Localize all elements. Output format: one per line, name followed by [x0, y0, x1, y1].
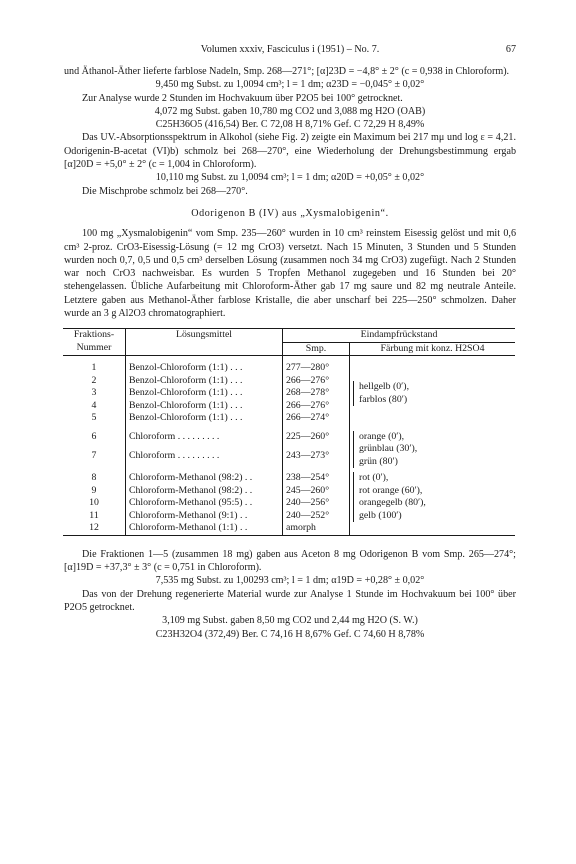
color-text: gelb (100′) [359, 509, 402, 521]
melting-point-cell: 277—280° [283, 362, 350, 375]
rotation-measurement: 9,450 mg Subst. zu 1,0094 cm³; l = 1 dm; α23D = −0,045° ± 0,02° [155, 79, 425, 91]
fraction-number: 6 [91, 430, 97, 442]
journal-header-title: Volumen xxxiv, Fasciculus i (1951) – No. 7. [200, 44, 380, 55]
paragraph: Die Mischprobe schmolz bei 268—270°. [82, 185, 248, 197]
formula-line: C25H36O5 (416,54) Ber. C 72,08 H 8,71% Gef. C 72,29 H 8,49% [155, 119, 425, 131]
analysis-line: 4,072 mg Subst. gaben 10,780 mg CO2 und 3,088 mg H2O (OAB) [154, 105, 426, 117]
paragraph: 100 mg „Xysmalobigenin“ vom Smp. 235—260° wurden in 10 cm³ reinstem Eisessig gelöst und mit 0,6 cm³ 2-proz. CrO3-Eisessig-Lösung (= 12 mg CrO3) versetzt. Nach 15 Minuten, 3 Stunden und 5 Stunden wurden noch 0,7, 0,5 und 0,5 cm³ derselben Lösung (zusammen noch 34 mg CrO3) zugefügt. Nach 2 Stunden war noch CrO3 nachweisbar. Es wurden 5 Tropfen Methanol zugegeben und 16 Stunden bei 20° stehengelassen. Übliche Aufarbeitung mit Chloroform-Äther gab 17 mg saure und 82 mg neutrale Anteile. Letztere gaben aus Methanol-Äther farblose Kristalle, die aber unscharf bei 225—250° schmolzen. Daher wurde an 3 g Al2O3 chromatographiert. [64, 228, 516, 320]
solvent-cell: Benzol-Chloroform (1:1) . . . [126, 375, 283, 388]
table-row [63, 472, 515, 485]
color-text: orangegelb (80′), [359, 497, 426, 509]
color-text: farblos (80′) [359, 393, 408, 405]
fraction-number: 12 [63, 522, 126, 535]
fraction-number: 7 [91, 449, 97, 461]
formula-line: C23H32O4 (372,49) Ber. C 74,16 H 8,67% Gef. C 74,60 H 8,78% [155, 628, 425, 640]
color-text: grünblau (30′), [359, 443, 418, 455]
fraction-number: 10 [89, 497, 99, 509]
melting-point-cell: amorph [283, 522, 350, 535]
color-group [353, 472, 512, 522]
color-group [353, 431, 512, 469]
melting-point-cell: 266—276° [283, 375, 350, 388]
solvent-cell: Chloroform . . . . . . . . . [126, 450, 283, 469]
melting-point-cell: 238—254° [283, 472, 350, 485]
melting-point-cell: 245—260° [283, 485, 350, 498]
rotation-measurement: 10,110 mg Subst. zu 1,0094 cm³; l = 1 dm; α20D = +0,05° ± 0,02° [155, 172, 425, 184]
fraction-number: 3 [91, 387, 97, 399]
column-header-residue: Eindampfrückstand [283, 329, 516, 343]
color-text: orange (0′), [359, 430, 405, 442]
melting-point-cell: 240—252° [283, 510, 350, 523]
color-group [353, 381, 512, 406]
color-text: rot orange (60′), [359, 484, 423, 496]
solvent-cell: Chloroform-Methanol (98:2) . . [126, 485, 283, 498]
fraction-table [63, 328, 515, 536]
column-header-solvent: Lösungsmittel [126, 329, 283, 356]
paragraph: und Äthanol-Äther lieferte farblose Nadeln, Smp. 268—271°; [α]23D = −4,8° ± 2° (c = 0,938 in Chloroform). [64, 66, 510, 77]
table-row [63, 431, 515, 450]
fraction-number: 1 [91, 362, 97, 374]
section-heading: Odorigenon B (IV) aus „Xysmalobigenin“. [191, 207, 389, 219]
fraction-number: 2 [91, 374, 97, 386]
color-text: hellgelb (0′), [359, 381, 410, 393]
running-header [64, 43, 516, 59]
paragraph: Zur Analyse wurde 2 Stunden im Hochvakuum über P2O5 bei 100° getrocknet. [82, 92, 403, 104]
rotation-measurement: 7,535 mg Subst. zu 1,00293 cm³; l = 1 dm; α19D = +0,28° ± 0,02° [155, 575, 425, 587]
melting-point-cell: 266—276° [283, 400, 350, 413]
solvent-cell: Benzol-Chloroform (1:1) . . . [126, 412, 283, 425]
melting-point-cell: 268—278° [283, 387, 350, 400]
table-row [63, 522, 515, 535]
fraction-number: 4 [91, 399, 97, 411]
page-number: 67 [505, 44, 516, 55]
analysis-line: 3,109 mg Subst. gaben 8,50 mg CO2 und 2,44 mg H2O (S. W.) [162, 615, 418, 627]
color-text: grün (80′) [359, 455, 398, 467]
fraction-number: 11 [89, 509, 99, 521]
melting-point-cell: 243—273° [283, 450, 350, 469]
solvent-cell: Benzol-Chloroform (1:1) . . . [126, 362, 283, 375]
melting-point-cell: 225—260° [283, 431, 350, 450]
solvent-cell: Benzol-Chloroform (1:1) . . . [126, 400, 283, 413]
column-header-color: Färbung mit konz. H2SO4 [350, 342, 516, 356]
solvent-cell: Chloroform-Methanol (95:5) . . [126, 497, 283, 510]
column-header-mp: Smp. [283, 342, 350, 356]
table-row [63, 362, 515, 375]
solvent-cell: Chloroform-Methanol (9:1) . . [126, 510, 283, 523]
melting-point-cell: 266—274° [283, 412, 350, 425]
melting-point-cell: 240—256° [283, 497, 350, 510]
fraction-number: 8 [91, 472, 97, 484]
fraction-number: 5 [91, 412, 97, 424]
solvent-cell: Benzol-Chloroform (1:1) . . . [126, 387, 283, 400]
fraction-number: 9 [91, 484, 97, 496]
column-header-fraction: Fraktions-Nummer [63, 329, 126, 356]
color-text: rot (0′), [359, 472, 389, 484]
solvent-cell: Chloroform-Methanol (98:2) . . [126, 472, 283, 485]
paragraph: Die Fraktionen 1—5 (zusammen 18 mg) gaben aus Aceton 8 mg Odorigenon B vom Smp. 265—274°; [α]19D = +37,3° ± 3° (c = 0,751 in Chloroform). [64, 548, 516, 574]
solvent-cell: Chloroform-Methanol (1:1) . . [126, 522, 283, 535]
paragraph: Das von der Drehung regenerierte Material wurde zur Analyse 1 Stunde im Hochvakuum bei 100° über P2O5 getrocknet. [64, 588, 516, 614]
paragraph: Das UV.-Absorptionsspektrum in Alkohol (siehe Fig. 2) zeigte ein Maximum bei 217 mμ und log ε = 4,21. Odorigenin-B-acetat (VI)b) schmolz bei 268—270°, eine Wiederholung der Drehungsbestimmung ergab [α]20D = +5,0° ± 2° (c = 1,004 in Chloroform). [64, 132, 516, 171]
solvent-cell: Chloroform . . . . . . . . . [126, 431, 283, 450]
